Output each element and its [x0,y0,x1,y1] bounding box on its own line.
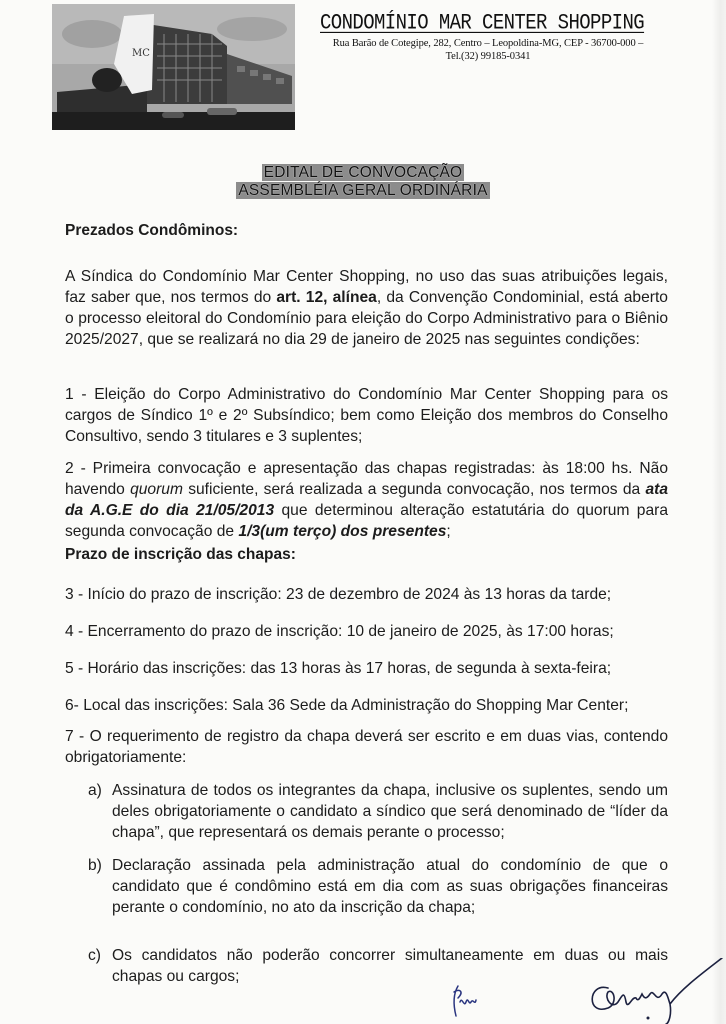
item-2-ata-ref: ata da A.G.E do dia 21/05/2013 [65,481,668,519]
sub-item-label: a) [88,782,102,799]
title-line-1: EDITAL DE CONVOCAÇÃO [263,164,463,181]
intro-article-ref: art. 12, alínea [276,289,377,306]
greeting: Prezados Condôminos: [65,222,239,239]
svg-text:MC: MC [132,48,150,59]
item-2-text-a: 2 - Primeira convocação e apresentação das chapas registradas: às 18:00 hs. Não havendo [65,460,668,498]
item-2-quorum: quorum [130,481,183,498]
section-heading-prazo: Prazo de inscrição das chapas: [65,546,296,563]
sub-item-b [88,855,668,918]
sub-item-label: b) [88,857,102,874]
sub-item-text: Declaração assinada pela administração atual do condomínio de que o candidato que é condômino está em dia com as suas obrigações financeiras perante o condomínio, no ato da inscrição da chapa; [112,857,668,916]
page-edge-shadow [712,0,726,1024]
phone-line: Tel.(32) 99185-0341 [445,50,531,62]
main-signature [578,958,726,1024]
intro-text-1: A Síndica do Condomínio Mar Center Shopping, no uso das suas atribuições legais, faz saber que, nos termos do [65,268,668,306]
item-2-fraction: 1/3(um terço) dos presentes [238,523,447,540]
sub-item-label: c) [88,947,101,964]
initials-signature [448,982,482,1018]
title-line-2: ASSEMBLÉIA GERAL ORDINÁRIA [238,182,488,199]
building-photo [52,4,295,130]
org-address [298,38,678,63]
item-6: 6- Local das inscrições: Sala 36 Sede da Administração do Shopping Mar Center; [65,697,629,714]
org-name: CONDOMÍNIO MAR CENTER SHOPPING [320,10,645,36]
document-title [0,164,726,200]
sub-item-a [88,780,668,843]
item-2-text-d: ; [446,523,451,540]
item-2-text-c: que determinou alteração estatutária do quorum para segunda convocação de [65,502,669,540]
sub-item-text: Assinatura de todos os integrantes da chapa, inclusive os suplentes, sendo um deles obrigatoriamente o candidato a síndico que será denominado de “líder da chapa”, que representará os demais perante o processo; [112,782,668,841]
item-3: 3 - Início do prazo de inscrição: 23 de dezembro de 2024 às 13 horas da tarde; [65,586,612,603]
address-line: Rua Barão de Cotegipe, 282, Centro – Leopoldina-MG, CEP - 36700-000 – [332,38,644,49]
item-1: 1 - Eleição do Corpo Administrativo do Condomínio Mar Center Shopping para os cargos de Síndico 1º e 2º Subsíndico; bem como Eleição dos membros do Conselho Consultivo, sendo 3 titulares e 3 suplentes; [65,386,668,445]
item-2 [65,458,668,542]
sub-item-text: Os candidatos não poderão concorrer simultaneamente em duas ou mais chapas ou cargos; [112,947,668,985]
item-5: 5 - Horário das inscrições: das 13 horas às 17 horas, de segunda à sexta-feira; [65,660,612,677]
item-2-text-b: suficiente, será realizada a segunda convocação, nos termos da [182,481,646,498]
intro-paragraph [65,266,668,350]
intro-text-2: , da Convenção Condominial, está aberto o processo eleitoral do Condomínio para eleição do Corpo Administrativo para o Biênio 2025/2027, que se realizará no dia 29 de janeiro de 2025 nas seguintes condições: [65,289,668,348]
item-4: 4 - Encerramento do prazo de inscrição: 10 de janeiro de 2025, às 17:00 horas; [65,623,614,640]
item-7: 7 - O requerimento de registro da chapa deverá ser escrito e em duas vias, contendo obrigatoriamente: [65,728,668,766]
